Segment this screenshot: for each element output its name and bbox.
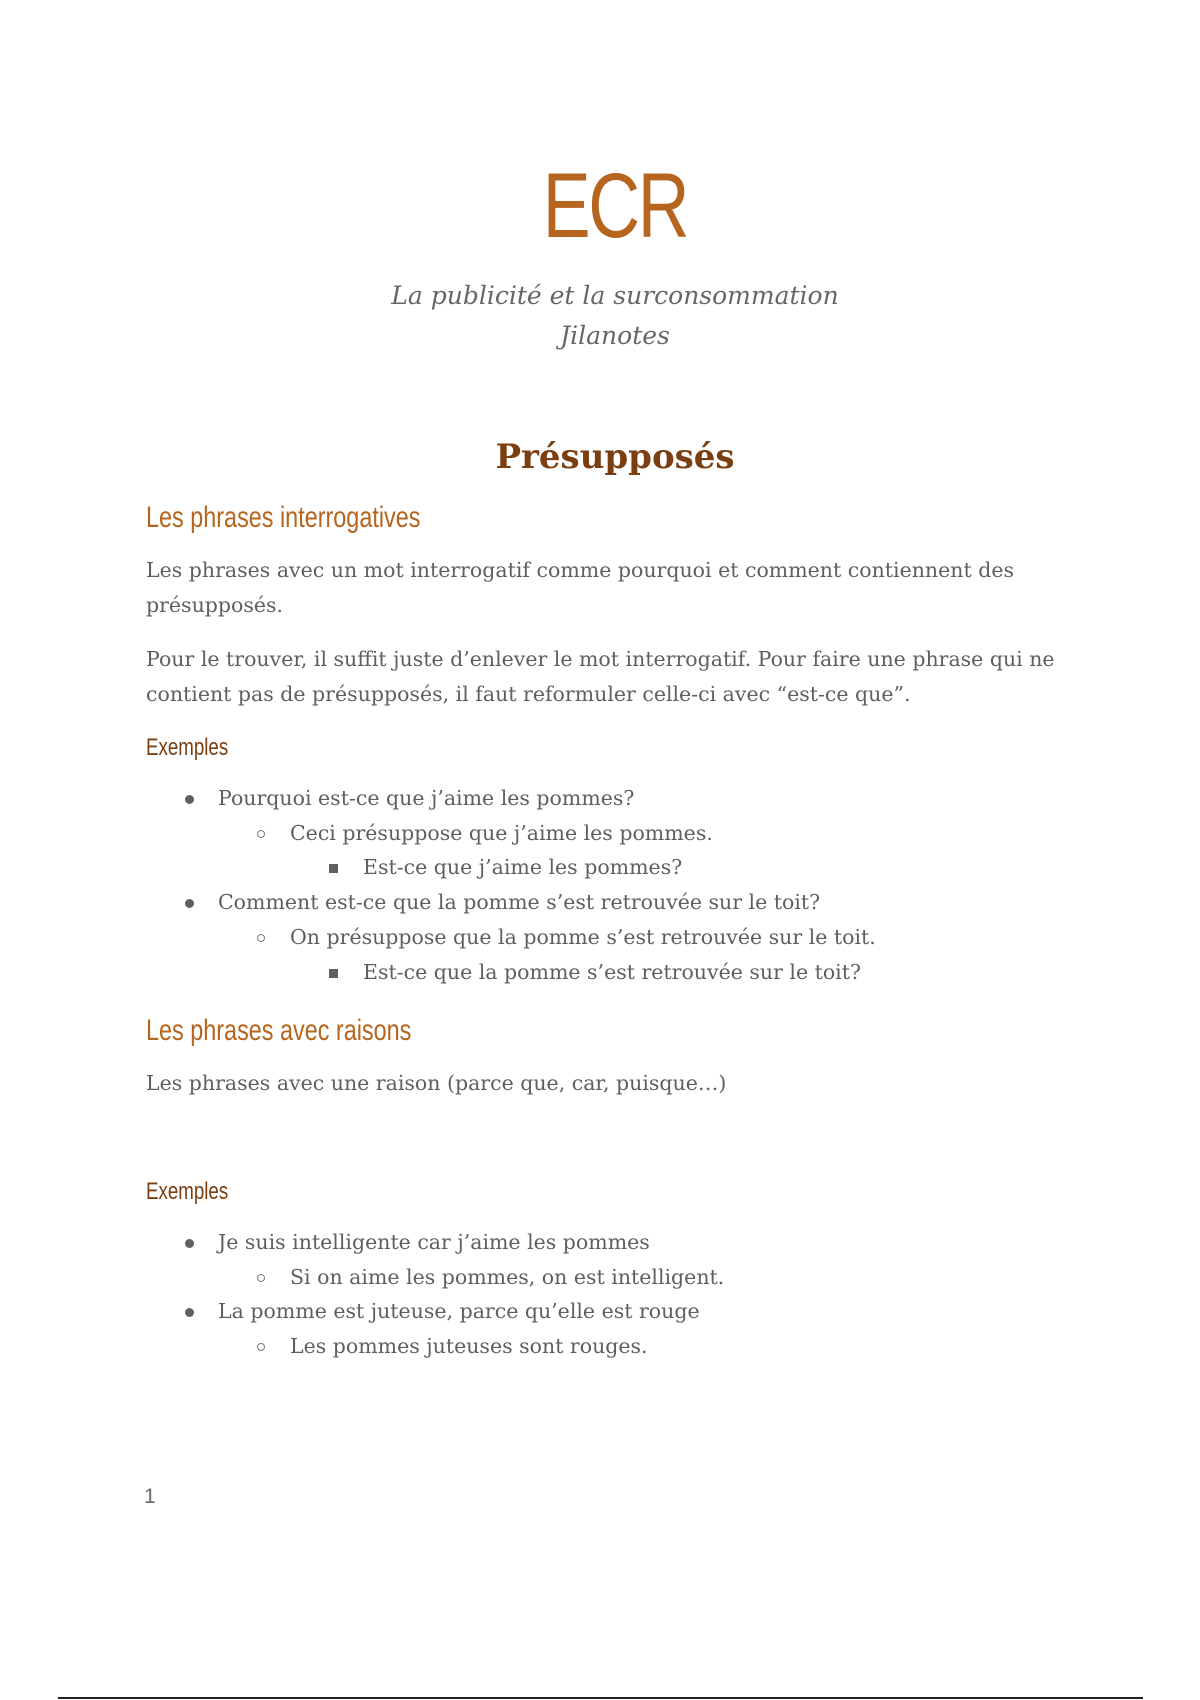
list-item: Pourquoi est-ce que j’aime les pommes? bbox=[218, 786, 635, 810]
section-title: Présupposés bbox=[495, 437, 735, 477]
list-item: Est-ce que j’aime les pommes? bbox=[363, 855, 683, 879]
document-subtitle: La publicité et la surconsommation bbox=[391, 281, 839, 310]
page-number: 1 bbox=[144, 1485, 156, 1508]
heading-interrogatives: Les phrases interrogatives bbox=[146, 501, 421, 534]
list-item: Si on aime les pommes, on est intelligent. bbox=[290, 1265, 725, 1289]
list-item: Est-ce que la pomme s’est retrouvée sur le toit? bbox=[363, 960, 861, 984]
paragraph-interrogatives-1: Les phrases avec un mot interrogatif comme pourquoi et comment contiennent des présupposés. bbox=[146, 558, 1014, 617]
document-title: ECR bbox=[542, 155, 688, 257]
list-item: Les pommes juteuses sont rouges. bbox=[290, 1334, 648, 1358]
bullet-square bbox=[329, 969, 338, 978]
document-author: Jilanotes bbox=[560, 321, 670, 350]
heading-raisons: Les phrases avec raisons bbox=[146, 1014, 412, 1047]
list-item: La pomme est juteuse, parce qu’elle est rouge bbox=[218, 1299, 700, 1323]
paragraph-interrogatives-2: Pour le trouver, il suffit juste d’enlever le mot interrogatif. Pour faire une phrase qui ne contient pas de présupposés, il faut reformuler celle-ci avec “est-ce que”. bbox=[146, 647, 1055, 706]
bullet-circle bbox=[257, 830, 265, 838]
bullet-disc bbox=[185, 899, 194, 908]
paragraph-raisons: Les phrases avec une raison (parce que, car, puisque…) bbox=[146, 1071, 727, 1095]
bullet-circle bbox=[257, 1343, 265, 1351]
bullet-disc bbox=[185, 1308, 194, 1317]
bullet-circle bbox=[257, 934, 265, 942]
list-item: Je suis intelligente car j’aime les pommes bbox=[218, 1230, 650, 1254]
list-item: Comment est-ce que la pomme s’est retrouvée sur le toit? bbox=[218, 890, 821, 914]
examples-heading-1: Exemples bbox=[146, 734, 229, 761]
bullet-disc bbox=[185, 795, 194, 804]
bullet-circle bbox=[257, 1274, 265, 1282]
examples-heading-2: Exemples bbox=[146, 1178, 229, 1205]
page-bottom-divider bbox=[58, 1697, 1143, 1699]
list-item: On présuppose que la pomme s’est retrouvée sur le toit. bbox=[290, 925, 876, 949]
bullet-square bbox=[329, 864, 338, 873]
list-item: Ceci présuppose que j’aime les pommes. bbox=[290, 821, 713, 845]
bullet-disc bbox=[185, 1239, 194, 1248]
